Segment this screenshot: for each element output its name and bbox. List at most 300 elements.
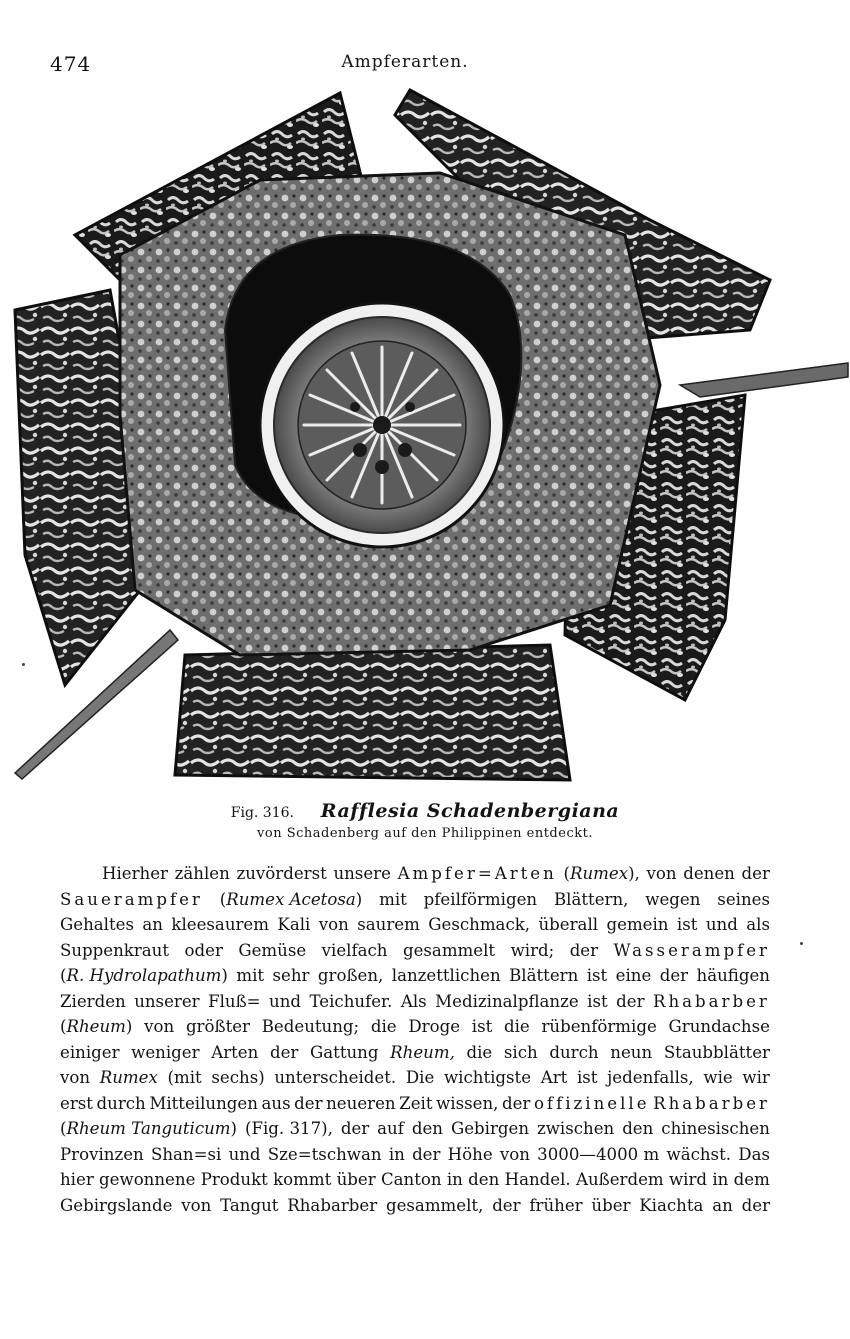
text-line	[60, 1091, 770, 1117]
word-part: von	[646, 864, 677, 883]
word	[639, 1193, 703, 1219]
word-part: wird;	[510, 940, 555, 960]
word	[220, 887, 363, 913]
word-part: gesammelt	[402, 940, 496, 960]
word	[236, 963, 264, 989]
word	[60, 1065, 90, 1091]
word-part: Bedeutung;	[261, 1017, 360, 1036]
word	[683, 861, 735, 887]
word-part: von	[318, 915, 349, 934]
word	[211, 1040, 258, 1066]
word-part: wissen,	[436, 1093, 499, 1113]
page-number: 474	[50, 52, 92, 76]
text-line	[60, 1040, 770, 1066]
word-part: durch	[96, 1093, 146, 1113]
word-part: ist	[471, 1017, 493, 1036]
word-part: und	[228, 1144, 261, 1164]
word	[60, 938, 169, 964]
word	[451, 1116, 529, 1142]
word	[168, 1065, 202, 1091]
word-part: saurem	[357, 915, 420, 934]
word	[647, 861, 677, 887]
word	[261, 1091, 290, 1117]
word-part: zuvörderst	[236, 864, 327, 883]
word	[424, 887, 537, 913]
word	[403, 938, 495, 964]
word	[371, 1014, 397, 1040]
word-part: sich	[503, 1042, 538, 1062]
word	[622, 1116, 653, 1142]
word-part: Mitteilungen	[149, 1093, 258, 1113]
word	[287, 1193, 377, 1219]
word-part: von	[60, 1068, 91, 1087]
word	[468, 1167, 499, 1193]
word-part: )	[125, 1017, 133, 1036]
word	[60, 1193, 172, 1219]
word	[697, 963, 770, 989]
word-part: vielfach	[321, 940, 388, 960]
word	[379, 887, 407, 913]
word-part: eine	[615, 966, 652, 985]
text-line	[60, 989, 770, 1015]
word	[534, 1091, 650, 1117]
word	[401, 989, 427, 1015]
word-part: Rheum,	[390, 1042, 455, 1062]
word-part: Grundachse	[668, 1017, 770, 1036]
word	[742, 1065, 769, 1091]
word-part: der	[741, 864, 770, 883]
word-part: )	[230, 1119, 238, 1138]
word	[229, 1142, 261, 1168]
word	[408, 1014, 460, 1040]
word-part: chinesischen	[661, 1119, 770, 1138]
word-part: Hierher	[102, 864, 168, 883]
word-part: einiger	[60, 1042, 120, 1062]
word-part: auf	[377, 1119, 404, 1138]
word-part: der	[412, 1144, 441, 1164]
word-part: Außerdem	[575, 1170, 664, 1189]
word	[717, 887, 770, 913]
word-part: jedenfalls,	[607, 1068, 694, 1087]
word	[294, 1091, 322, 1117]
word	[99, 1167, 195, 1193]
running-head: Ampferarten.	[341, 52, 469, 72]
word-part: neueren	[326, 1093, 396, 1113]
word	[60, 912, 134, 938]
word	[270, 1040, 298, 1066]
word	[60, 963, 228, 989]
word-part: und	[705, 915, 738, 934]
word	[102, 861, 168, 887]
word	[357, 912, 420, 938]
word-part: sechs)	[211, 1068, 265, 1087]
word-part: häufigen	[696, 966, 770, 985]
word	[406, 1065, 434, 1091]
word	[435, 989, 579, 1015]
word-part: an	[142, 915, 163, 934]
word-part: wird	[668, 1170, 708, 1189]
word-part: pfeilförmigen	[423, 889, 538, 909]
word-part: Sauerampfer	[60, 889, 203, 909]
word	[60, 1014, 132, 1040]
word	[60, 887, 203, 913]
word	[386, 1193, 483, 1219]
word	[142, 912, 163, 938]
word-part: der	[294, 1093, 323, 1113]
word	[201, 1167, 268, 1193]
word	[171, 912, 269, 938]
word	[664, 1040, 770, 1066]
word	[541, 1014, 656, 1040]
word-part: Staubblätter	[663, 1042, 770, 1062]
word	[220, 1193, 278, 1219]
word	[577, 1065, 598, 1091]
word-part: der	[340, 1119, 370, 1138]
word-part: Geschmack,	[428, 915, 531, 934]
word	[447, 1167, 463, 1193]
text-line	[60, 861, 770, 887]
word-part: überall	[538, 915, 599, 934]
word	[181, 1193, 211, 1219]
word	[211, 1065, 264, 1091]
word-part: als	[746, 915, 770, 934]
word	[151, 1142, 221, 1168]
word-part: der	[569, 940, 599, 960]
word-part: der	[269, 1042, 299, 1062]
word	[539, 912, 599, 938]
word-part: die	[466, 1042, 493, 1062]
word	[277, 912, 310, 938]
word	[706, 912, 738, 938]
word-part: früher	[529, 1195, 583, 1215]
word	[60, 1116, 237, 1142]
word-part: Rhabarber	[287, 1195, 378, 1215]
word-part: die	[370, 1017, 397, 1036]
word-part: Zierden	[60, 991, 126, 1011]
word-part: ist	[676, 915, 698, 934]
word	[537, 1142, 659, 1168]
word-part: unterscheidet.	[274, 1068, 397, 1087]
word-part: gemein	[606, 915, 669, 934]
word-part: über	[591, 1195, 631, 1215]
word	[186, 1014, 250, 1040]
word	[703, 1065, 732, 1091]
word-part: größter	[185, 1017, 250, 1036]
word-part: in	[446, 1170, 463, 1189]
word	[274, 1065, 396, 1091]
word	[563, 861, 639, 887]
word	[614, 938, 770, 964]
word-part: zwischen	[536, 1119, 615, 1138]
word	[245, 1116, 333, 1142]
word-part: offizinelle	[533, 1093, 650, 1113]
word	[669, 1014, 770, 1040]
figure-label: Fig. 316.	[230, 805, 294, 821]
word	[653, 989, 770, 1015]
word-part: Ampfer=Arten	[397, 864, 557, 883]
word-part: aus	[261, 1093, 291, 1113]
word-part: Handel.	[504, 1170, 571, 1189]
word-part: Gattung	[310, 1042, 379, 1062]
word-part: Art	[540, 1068, 568, 1087]
word	[60, 1167, 94, 1193]
word-part: Droge	[408, 1017, 461, 1036]
word	[712, 1193, 733, 1219]
word	[326, 1091, 395, 1117]
word	[273, 963, 310, 989]
word-part: von	[144, 1017, 175, 1036]
text-line	[60, 1167, 770, 1193]
word	[492, 1193, 520, 1219]
word-part: Als	[400, 991, 427, 1011]
word	[398, 861, 557, 887]
word-part: Gehaltes	[60, 915, 134, 934]
word-part: )	[355, 889, 363, 909]
word	[236, 861, 326, 887]
word	[502, 1091, 530, 1117]
word	[467, 1040, 493, 1066]
word	[262, 1014, 359, 1040]
word-part: ist	[586, 966, 608, 985]
word-part: den	[622, 1119, 654, 1138]
word-part: wegen	[645, 889, 701, 909]
word	[390, 1040, 455, 1066]
word	[570, 938, 598, 964]
word-part: (	[60, 1017, 67, 1036]
word-part: Zeit	[399, 1093, 433, 1113]
word-part: und	[269, 991, 302, 1011]
word-part: R. Hydrolapathum	[66, 966, 222, 985]
word-part: neun	[610, 1042, 653, 1062]
word	[412, 1116, 443, 1142]
word-part: weniger	[131, 1042, 200, 1062]
word	[444, 1065, 531, 1091]
figure-subtitle: von Schadenberg auf den Philippinen entdeckt.	[257, 826, 593, 841]
word	[734, 1167, 770, 1193]
word	[322, 938, 388, 964]
word	[60, 989, 126, 1015]
word-part: Rheum Tanguticum	[66, 1119, 231, 1138]
word	[712, 1167, 728, 1193]
word-part: der	[501, 1093, 531, 1113]
word-part: rübenförmige	[541, 1017, 657, 1036]
word-part: erst	[60, 1093, 93, 1113]
word-part: Tangut	[220, 1195, 279, 1215]
word-part: denen	[683, 864, 735, 883]
word	[60, 1142, 144, 1168]
word-part: kleesaurem	[171, 915, 269, 934]
word	[377, 1116, 404, 1142]
word	[746, 912, 770, 938]
word-part: Gebirgslande	[60, 1195, 173, 1215]
word	[500, 1142, 530, 1168]
word-part: oder	[184, 940, 223, 960]
word-part: Kali	[277, 915, 311, 934]
word-part: (	[563, 864, 570, 883]
word-part: 3000—4000 m	[537, 1144, 660, 1164]
word-part: Medizinalpflanze	[435, 991, 579, 1011]
text-line	[60, 1193, 770, 1219]
word	[591, 1193, 630, 1219]
word-part: Produkt	[200, 1170, 268, 1189]
word	[669, 1167, 707, 1193]
word-part: der	[492, 1195, 521, 1215]
word	[389, 1142, 405, 1168]
word-part: seines	[717, 889, 770, 909]
word	[185, 938, 223, 964]
word-part: (	[60, 1119, 67, 1138]
word-part: den	[468, 1170, 500, 1189]
word	[505, 1167, 571, 1193]
word	[537, 1116, 614, 1142]
word-part: Kiachta	[639, 1195, 704, 1215]
word	[269, 989, 301, 1015]
word	[616, 963, 652, 989]
word-part: Rhabarber	[652, 991, 770, 1011]
word-part: wichtigste	[443, 1068, 532, 1087]
word	[333, 861, 390, 887]
word	[144, 1014, 174, 1040]
word-part: (mit	[167, 1068, 202, 1087]
word	[131, 1040, 199, 1066]
word	[134, 989, 199, 1015]
word-part: der	[616, 991, 645, 1011]
word-part: wächst.	[666, 1144, 732, 1164]
figure-title: Rafflesia Schadenbergiana	[320, 800, 620, 822]
word	[541, 1065, 568, 1091]
word-part: (Fig. 317),	[244, 1119, 333, 1138]
word-part: mit	[379, 889, 407, 909]
word-part: kommt	[273, 1170, 332, 1189]
word-part: Höhe	[447, 1144, 493, 1164]
word-part: Wasserampfer	[613, 940, 770, 960]
word-part: durch	[549, 1042, 599, 1062]
word-part: hier	[60, 1170, 94, 1189]
word	[268, 1142, 382, 1168]
body-paragraph	[60, 861, 770, 1218]
word-part: Shan=si	[150, 1144, 222, 1164]
word	[738, 1142, 770, 1168]
word	[607, 912, 669, 938]
word	[319, 912, 349, 938]
word	[504, 1014, 530, 1040]
word	[399, 1091, 432, 1117]
word	[742, 861, 770, 887]
word	[607, 1065, 694, 1091]
word-part: Arten	[211, 1042, 259, 1062]
text-line	[60, 1065, 770, 1091]
word	[645, 887, 700, 913]
word	[472, 1014, 493, 1040]
word	[666, 1142, 731, 1168]
word	[208, 989, 261, 1015]
word	[100, 1065, 158, 1091]
word-part: Rheum	[66, 1017, 126, 1036]
figure-caption	[0, 800, 850, 822]
word	[504, 1040, 538, 1066]
word-part: gewonnene	[99, 1170, 196, 1189]
word	[175, 861, 230, 887]
word-part: Rumex	[569, 864, 629, 883]
rafflesia-engraving	[10, 85, 850, 790]
word-part: an	[712, 1195, 733, 1215]
word-part: ist	[576, 1068, 598, 1087]
word	[529, 1193, 582, 1219]
word-part: Teichufer.	[309, 991, 393, 1011]
word-part: Blättern,	[553, 889, 629, 909]
word	[653, 1091, 770, 1117]
word	[677, 912, 698, 938]
word-part: von	[499, 1144, 530, 1164]
word-part: Canton	[380, 1170, 442, 1189]
word	[509, 963, 578, 989]
word	[273, 1167, 331, 1193]
text-line	[60, 938, 770, 964]
word	[337, 1167, 376, 1193]
word-part: Rumex Acetosa	[226, 889, 356, 909]
word-part: wir	[742, 1068, 770, 1087]
print-speck	[800, 942, 803, 945]
word-part: von	[181, 1195, 212, 1215]
word-part: sehr	[272, 966, 310, 985]
word-part: Rhabarber	[653, 1093, 770, 1113]
word-part: Rumex	[99, 1068, 158, 1087]
word-part: Das	[738, 1144, 770, 1164]
word-part: in	[388, 1144, 405, 1164]
word	[448, 1142, 493, 1168]
word	[576, 1167, 664, 1193]
word	[610, 1040, 652, 1066]
text-line	[60, 963, 770, 989]
print-speck	[22, 663, 25, 666]
word	[238, 938, 306, 964]
word-part: (	[219, 889, 227, 909]
word	[392, 963, 501, 989]
word	[60, 1091, 93, 1117]
word-part: Die	[405, 1068, 435, 1087]
word	[660, 963, 688, 989]
word-part: ist	[587, 991, 608, 1011]
text-line	[60, 1142, 770, 1168]
word-part: wie	[703, 1068, 733, 1087]
word	[381, 1167, 442, 1193]
word-part: Blättern	[509, 966, 579, 985]
word-part: )	[221, 966, 228, 985]
text-line	[60, 912, 770, 938]
word	[97, 1091, 146, 1117]
word	[60, 1040, 120, 1066]
word	[616, 989, 644, 1015]
word-part: der	[741, 1195, 770, 1215]
word	[310, 1040, 378, 1066]
word	[428, 912, 530, 938]
word-part: dem	[733, 1170, 770, 1189]
word-part: lanzettlichen	[391, 966, 501, 985]
word-part: (	[60, 966, 67, 985]
word	[511, 938, 555, 964]
word-part: den	[411, 1119, 443, 1138]
figure-rafflesia-illustration	[10, 85, 850, 790]
text-line	[60, 887, 770, 913]
word	[436, 1091, 498, 1117]
word-part: gesammelt,	[385, 1195, 484, 1215]
word	[310, 989, 393, 1015]
word	[587, 989, 608, 1015]
word-part: Provinzen	[60, 1144, 144, 1164]
word-part: Fluß=	[208, 991, 261, 1011]
word-part: ),	[628, 864, 640, 883]
word-part: Sze=tschwan	[267, 1144, 382, 1164]
